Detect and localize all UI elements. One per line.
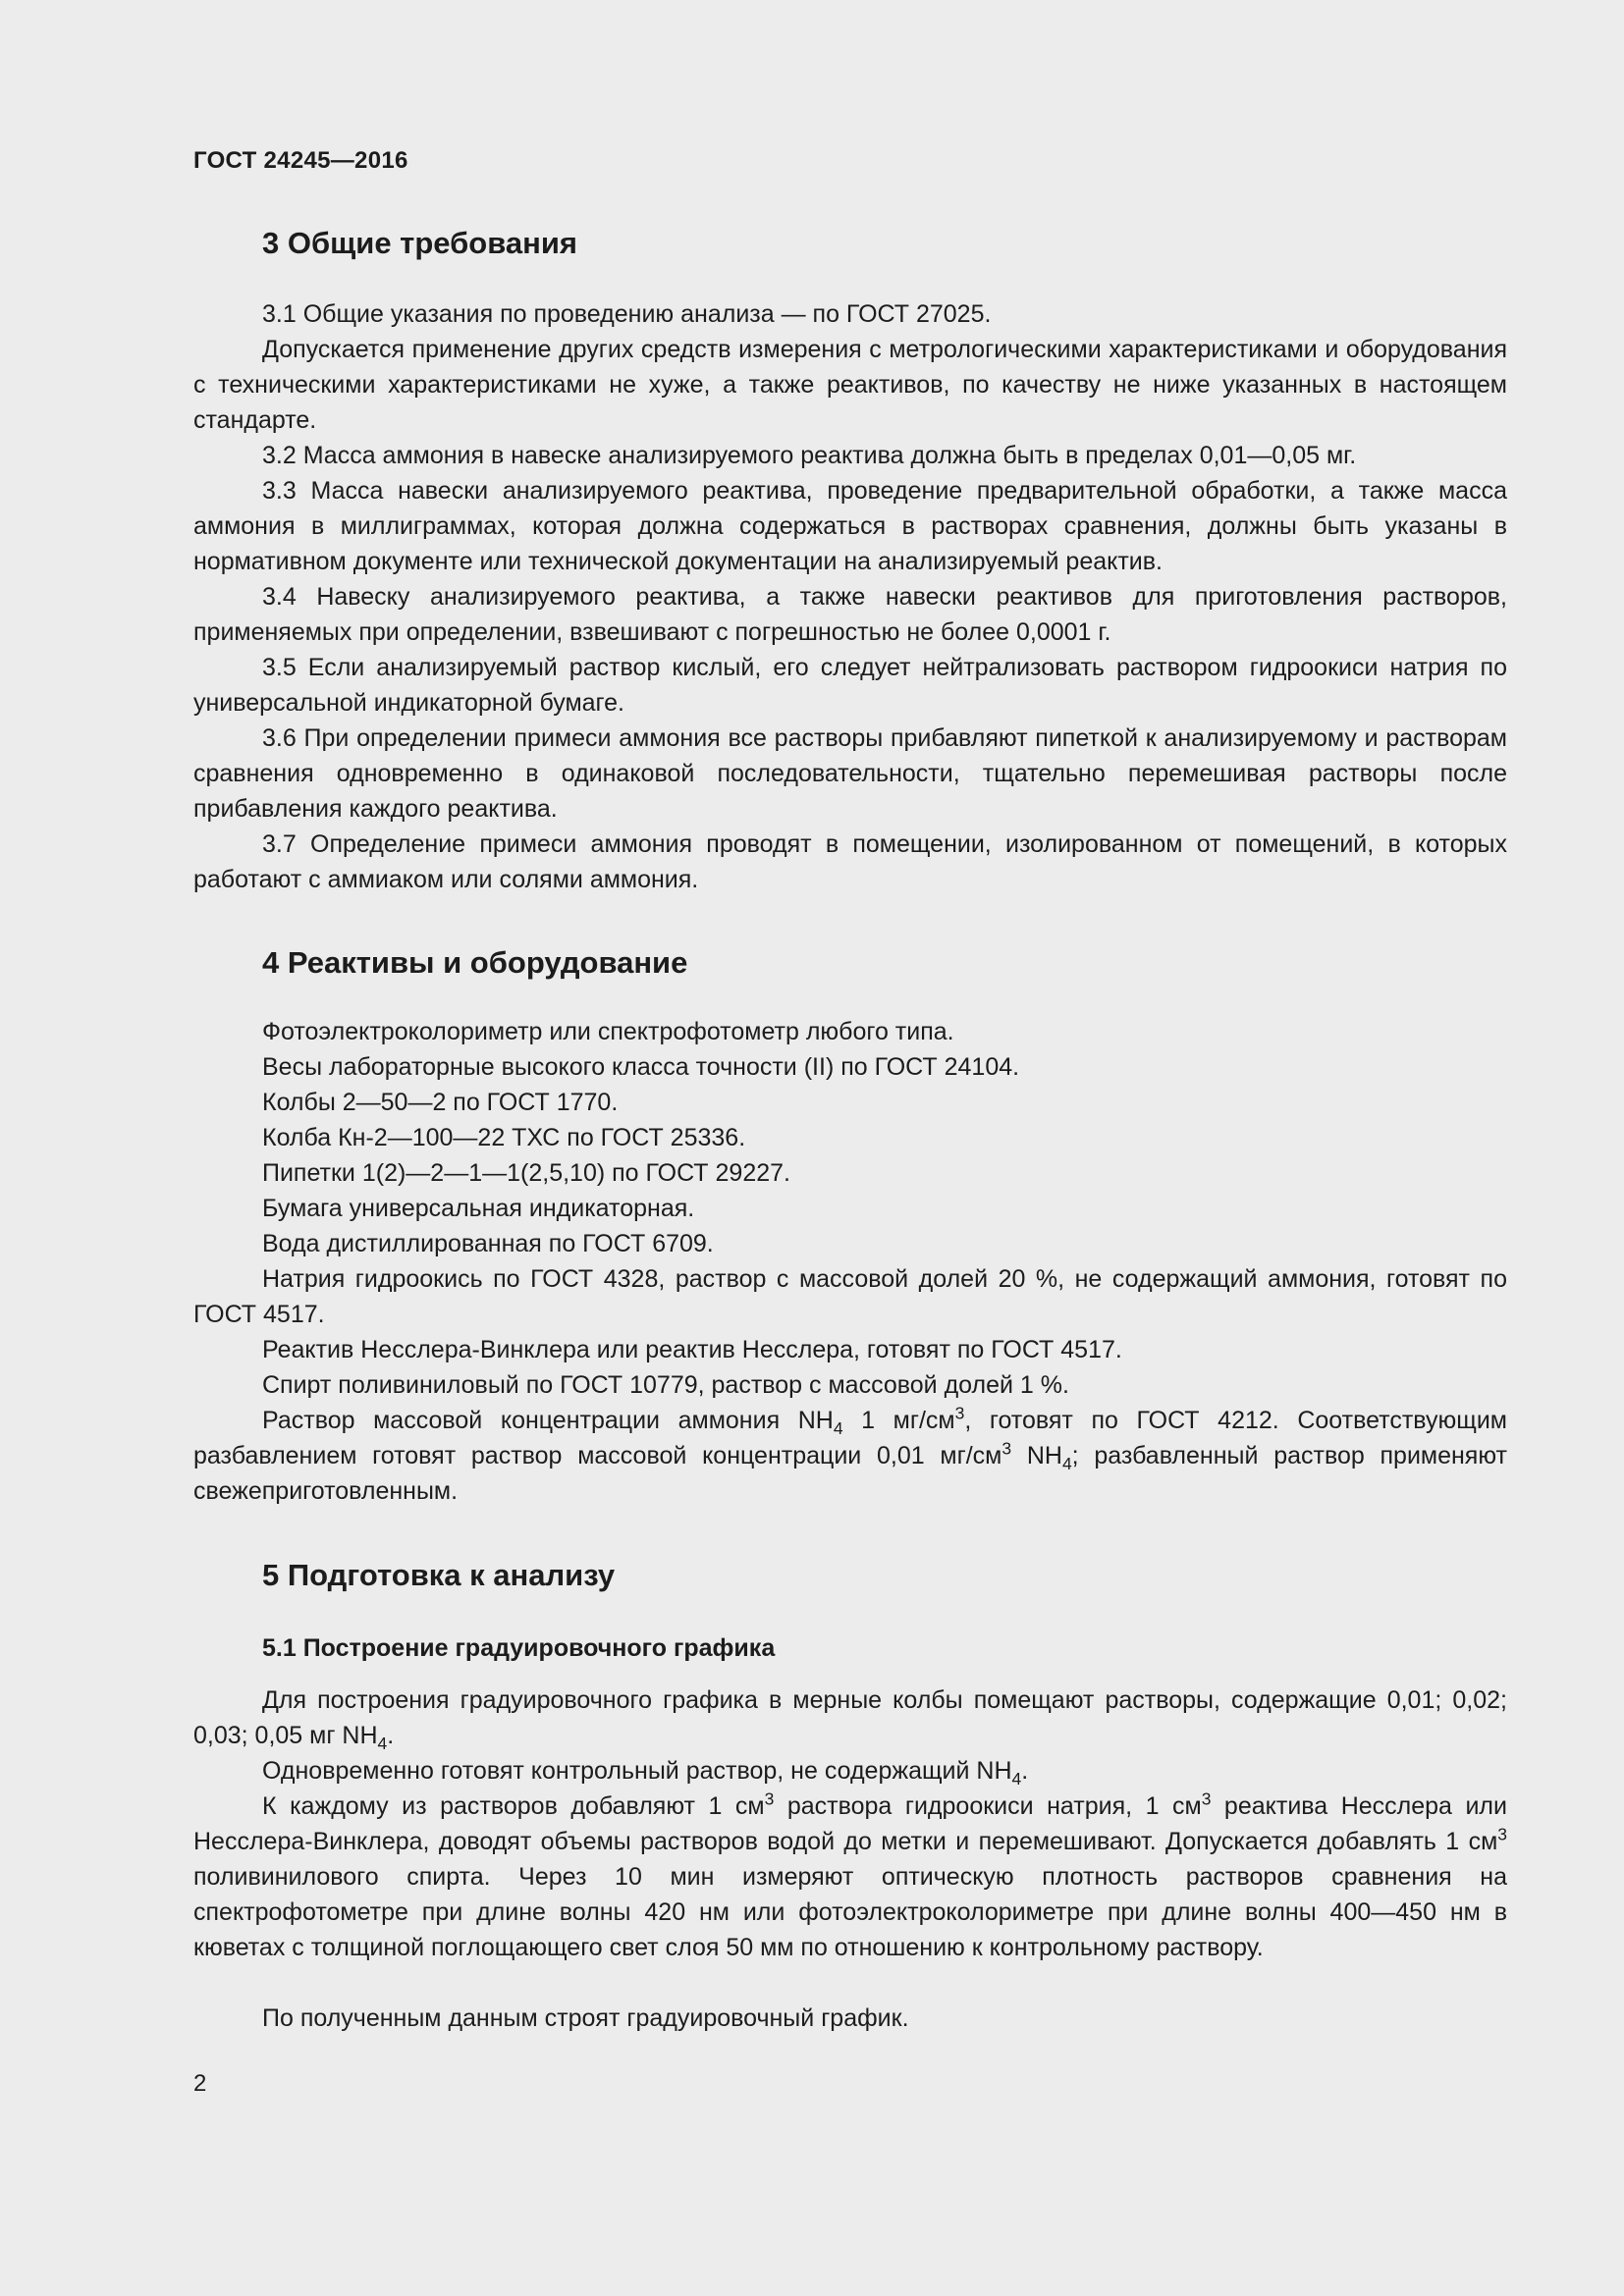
superscript: 3 (1201, 1789, 1212, 1809)
paragraph-3-1: 3.1 Общие указания по проведению анализа — по ГОСТ 27025. (262, 300, 992, 328)
equipment-item: Колбы 2—50—2 по ГОСТ 1770. (262, 1089, 619, 1116)
paragraph-3-5: 3.5 Если анализируемый раствор кислый, его следует нейтрализовать раствором гидроокиси натрия по универсальной индикаторной бумаге. (193, 654, 1507, 717)
text-run: раствора гидроокиси натрия, 1 см (774, 1792, 1202, 1820)
equipment-item: Вода дистиллированная по ГОСТ 6709. (262, 1230, 714, 1257)
equipment-item: Колба Кн-2—100—22 ТХС по ГОСТ 25336. (262, 1124, 746, 1151)
paragraph-5-1-b (193, 1753, 1507, 1789)
paragraph-3-6: 3.6 При определении примеси аммония все растворы прибавляют пипеткой к анализируемому и растворам сравнения одновременно в одинаковой последовательности, тщательно перемешивая растворы после прибавления каждого реактива. (193, 724, 1507, 823)
paragraph-3-3: 3.3 Масса навески анализируемого реактива, проведение предварительной обработки, а также масса аммония в миллиграммах, которая должна содержаться в растворах сравнения, должны быть указаны в нормативном документе или технической документации на анализируемый реактив. (193, 477, 1507, 575)
paragraph-3-7: 3.7 Определение примеси аммония проводят в помещении, изолированном от помещений, в которых работают с аммиаком или солями аммония. (193, 830, 1507, 893)
superscript: 3 (954, 1403, 965, 1423)
text-run: Для построения градуировочного графика в мерные колбы помещают растворы, содержащие 0,01; 0,02; 0,03; 0,05 мг NH (193, 1686, 1507, 1749)
document-header: ГОСТ 24245—2016 (193, 147, 408, 174)
paragraph-3-4: 3.4 Навеску анализируемого реактива, а также навески реактивов для приготовления растворов, применяемых при определении, взвешивают с погрешностью не более 0,0001 г. (193, 583, 1507, 646)
text-run: поливинилового спирта. Через 10 мин измеряют оптическую плотность растворов сравнения на спектрофотометре при длине волны 420 нм или фотоэлектроколориметре при длине волны 400—450 нм в кюветах с толщиной поглощающего свет слоя 50 мм по отношению к контрольному раствору. (193, 1863, 1507, 1961)
subscript: 4 (833, 1418, 843, 1438)
subscript: 4 (377, 1734, 388, 1753)
section-4-title: 4 Реактивы и оборудование (262, 945, 688, 980)
equipment-item: Бумага универсальная индикаторная. (262, 1195, 695, 1222)
equipment-item: Пипетки 1(2)—2—1—1(2,5,10) по ГОСТ 29227. (262, 1159, 790, 1187)
text-run: NH (1011, 1442, 1062, 1469)
superscript: 3 (764, 1789, 775, 1809)
paragraph-5-1-a (193, 1682, 1507, 1753)
equipment-item: Фотоэлектроколориметр или спектрофотометр любого типа. (262, 1018, 954, 1045)
section-3-title: 3 Общие требования (262, 226, 577, 260)
section-5-title: 5 Подготовка к анализу (262, 1558, 616, 1592)
superscript: 3 (1497, 1824, 1507, 1844)
text-run: Одновременно готовят контрольный раствор, не содержащий NH (262, 1757, 1012, 1785)
paragraph-3-2: 3.2 Масса аммония в навеске анализируемого реактива должна быть в пределах 0,01—0,05 мг. (262, 442, 1357, 469)
paragraph-3-1-note: Допускается применение других средств измерения с метрологическими характеристиками и оборудования с техническими характеристиками не хуже, а также реактивов, по качеству не ниже указанных в настоящем стандарте. (193, 336, 1507, 434)
subsection-5-1-title: 5.1 Построение градуировочного графика (262, 1634, 776, 1662)
subscript: 4 (1061, 1454, 1072, 1473)
subscript: 4 (1011, 1769, 1022, 1789)
text-run: реактива Несслера или Несслера-Винклера, доводят объемы растворов водой до метки и перемешивают. Допускается добавлять 1 см (193, 1792, 1507, 1855)
equipment-item: Спирт поливиниловый по ГОСТ 10779, раствор с массовой долей 1 %. (262, 1371, 1069, 1399)
superscript: 3 (1001, 1438, 1012, 1459)
text-run: 1 мг/см (842, 1407, 955, 1434)
equipment-item-ammonium-solution (193, 1403, 1507, 1509)
paragraph-5-1-c (193, 1789, 1507, 1965)
text-run: К каждому из растворов добавляют 1 см (262, 1792, 765, 1820)
paragraph-5-1-d: По полученным данным строят градуировочный график. (262, 2004, 909, 2032)
text-run: Раствор массовой концентрации аммония NH (262, 1407, 834, 1434)
text-run: . (387, 1722, 395, 1749)
equipment-item: Натрия гидроокись по ГОСТ 4328, раствор с массовой долей 20 %, не содержащий аммония, готовят по ГОСТ 4517. (193, 1265, 1507, 1328)
page-number: 2 (193, 2070, 207, 2097)
text-run: ; разбавленный раствор применяют свежеприготовленным. (193, 1442, 1507, 1505)
text-run: . (1021, 1757, 1029, 1785)
text-run: , готовят по ГОСТ 4212. Соответствующим разбавлением готовят раствор массовой концентрации 0,01 мг/см (193, 1407, 1507, 1469)
equipment-item: Весы лабораторные высокого класса точности (II) по ГОСТ 24104. (262, 1053, 1020, 1081)
equipment-item: Реактив Несслера-Винклера или реактив Несслера, готовят по ГОСТ 4517. (262, 1336, 1122, 1363)
